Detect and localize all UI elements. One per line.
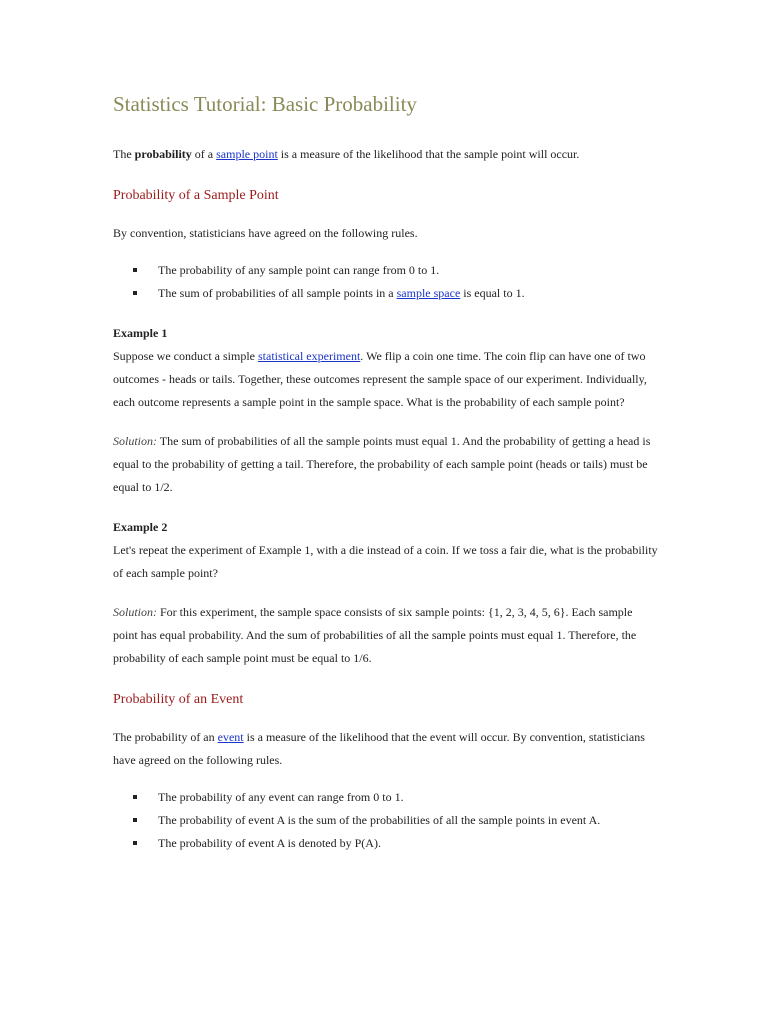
solution-text: The sum of probabilities of all the sample points must equal 1. And the probability of getting a head is equal to the probability of getting a tail. Therefore, the probability of each sample point (heads or tails) must be equal to 1/2. [113,434,651,494]
lead-text: is a measure of the likelihood that the event will occur. By convention, statisticians have agreed on the following rules. [113,730,645,767]
statistical-experiment-link[interactable]: statistical experiment [257,349,361,363]
lead-text: The probability of an [113,730,218,744]
question-text: . We flip a coin one time. The coin flip can have one of two outcomes - heads or tails. Together, these outcomes represent the sample space of our experiment. Individually, each outcome represents a sample point in the sample space. What is the probability of each sample point? [113,349,647,409]
square-bullet-icon [133,268,137,272]
sample-point-link[interactable]: sample point [216,147,278,161]
intro-text: The [113,147,135,161]
example-1-title: Example 1 [113,326,168,340]
sample-space-link[interactable]: sample space [396,286,461,300]
rule-text: The probability of any event can range from 0 to 1. [158,790,404,804]
square-bullet-icon [133,291,137,295]
rule-text: is equal to 1. [460,286,525,300]
example-2-question: Let's repeat the experiment of Example 1, with a die instead of a coin. If we toss a fair die, what is the probability of each sample point? [113,543,658,580]
page-title: Statistics Tutorial: Basic Probability [113,92,417,116]
section2-lead [113,726,658,772]
document-page [113,88,658,855]
solution-text: For this experiment, the sample space consists of six sample points: {1, 2, 3, 4, 5, 6}. Each sample point has equal probability. And the sum of probabilities of all the sample points must equal 1. Therefore, the probability of each sample point must be equal to 1/6. [113,605,637,665]
list-item [113,832,658,855]
square-bullet-icon [133,795,137,799]
solution-label: Solution: [113,434,157,448]
square-bullet-icon [133,818,137,822]
list-item [113,809,658,832]
question-text: Suppose we conduct a simple [113,349,258,363]
example-2-solution [113,601,658,670]
section-heading-event: Probability of an Event [113,692,244,707]
probability-term: probability [134,147,192,161]
section1-lead: By convention, statisticians have agreed on the following rules. [113,226,418,240]
intro-text: is a measure of the likelihood that the sample point will occur. [277,147,580,161]
rule-text: The probability of event A is denoted by P(A). [158,836,381,850]
rule-text: The probability of any sample point can range from 0 to 1. [158,263,440,277]
example-2-title: Example 2 [113,520,168,534]
square-bullet-icon [133,841,137,845]
rule-text: The sum of probabilities of all sample points in a [158,286,397,300]
example-1-question [113,345,658,414]
event-rules-list [113,786,658,855]
example-1-solution [113,430,658,499]
section-heading-sample-point: Probability of a Sample Point [113,188,279,203]
solution-label: Solution: [113,605,157,619]
list-item [113,786,658,809]
intro-paragraph [113,143,658,166]
list-item [113,282,658,305]
rule-text: The probability of event A is the sum of the probabilities of all the sample points in event A. [158,813,601,827]
sample-point-rules-list [113,259,658,305]
event-link[interactable]: event [217,730,244,744]
list-item [113,259,658,282]
intro-text: of a [191,147,217,161]
